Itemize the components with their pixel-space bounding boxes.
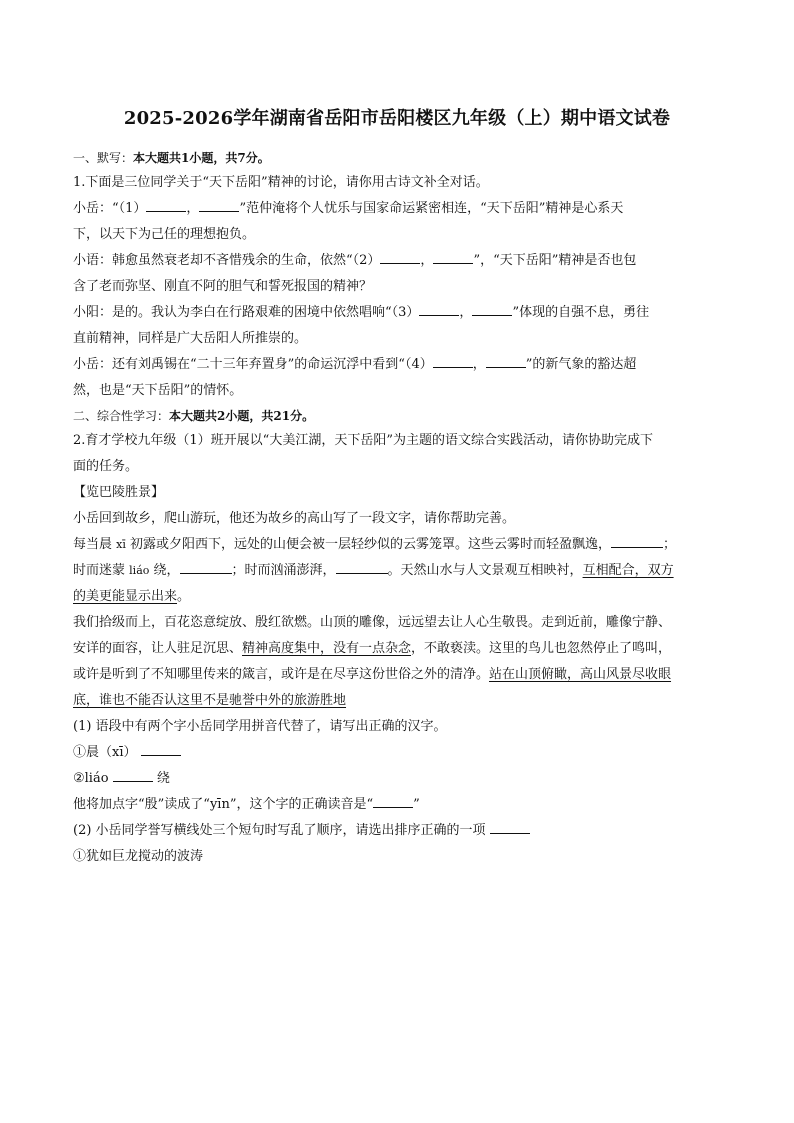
section-1-prefix: 一、默写： — [73, 151, 134, 165]
answer-blank-2b[interactable] — [433, 249, 473, 264]
answer-blank-sentence-3[interactable] — [336, 559, 388, 574]
passage-text: ，不敢亵渎。这里的鸟儿也忽然停止了鸣叫， — [411, 641, 672, 656]
dialogue-line-3-cont: 直前精神，同样是广大岳阳人所推崇的。 — [73, 331, 308, 346]
sub-question-1-b — [73, 766, 725, 792]
underlined-phrase: 精神高度集中，没有一点杂念 — [242, 641, 412, 656]
dialogue-text: 小岳：还有刘禹锡在“二十三年弃置身”的命运沉浮中看到“（4） — [73, 357, 433, 372]
underlined-phrase: 的美更能显示出来 — [73, 589, 178, 604]
answer-blank-4a[interactable] — [433, 353, 473, 368]
item-text: 他将加点字“殷”读成了“yīn”，这个字的正确读音是“ — [73, 797, 374, 812]
answer-blank-3b[interactable] — [472, 301, 512, 316]
dialogue-line-2-cont: 含了老而弥坚、刚直不阿的胆气和誓死报国的精神？ — [73, 279, 373, 294]
dialogue-line-4-cont: 然，也是“天下岳阳”的情怀。 — [73, 383, 243, 398]
exam-title: 2025-2026学年湖南省岳阳市岳阳楼区九年级（上）期中语文试卷 — [123, 108, 671, 129]
sub-question-1-a — [73, 740, 725, 766]
passage-line-6 — [73, 662, 725, 688]
answer-blank-sentence-2[interactable] — [180, 559, 232, 574]
dialogue-text: ”的新气象的豁达超 — [525, 357, 637, 372]
answer-blank-liao[interactable] — [113, 767, 153, 782]
passage-text: 安详的面容，让人驻足沉思、 — [73, 641, 243, 656]
answer-blank-order[interactable] — [490, 819, 530, 834]
answer-blank-pronunciation[interactable] — [373, 793, 413, 808]
item-text: 绕 — [156, 771, 170, 786]
section-2-prefix: 二、综合性学习： — [73, 409, 170, 423]
underlined-phrase: 站在山顶俯瞰，高山风景尽收眼 — [489, 667, 672, 682]
section-1-info: 本大题共1小题，共7分。 — [133, 151, 270, 165]
section-2-info: 本大题共2小题，共21分。 — [169, 409, 315, 423]
passage-text: ；时而汹涌澎湃， — [231, 563, 336, 578]
section-2-heading — [73, 404, 725, 428]
sub-question-1-c — [73, 792, 725, 818]
dialogue-text: ”体现的自强不息，勇往 — [512, 305, 650, 320]
item-text: ” — [413, 797, 420, 812]
option-1: ①犹如巨龙搅动的波涛 — [73, 849, 204, 864]
dialogue-line-1-cont: 下，以天下为己任的理想抱负。 — [73, 227, 256, 242]
question-1-stem: 1.下面是三位同学关于“天下岳阳”精神的讨论，请你用古诗文补全对话。 — [73, 175, 489, 190]
pinyin: xī — [116, 538, 126, 551]
dialogue-line-4 — [73, 352, 725, 378]
question-2-stem: 2.育才学校九年级（1）班开展以“大美江湖，天下岳阳”为主题的语文综合实践活动，请你协助完成下 — [73, 433, 653, 448]
item-text: ②liáo — [73, 771, 109, 786]
underlined-phrase: 互相配合，双方 — [582, 563, 674, 578]
pinyin: liáo — [129, 564, 150, 577]
answer-blank-sentence-1[interactable] — [611, 533, 663, 548]
passage-text: ； — [663, 537, 677, 552]
separator: ， — [459, 305, 473, 320]
passage-text: 时而迷蒙 — [73, 563, 126, 578]
answer-blank-4b[interactable] — [486, 353, 526, 368]
separator: ， — [472, 357, 486, 372]
separator: ， — [186, 201, 200, 216]
passage-text: 或许是听到了不知哪里传来的箴言，或许是在尽享这份世俗之外的清净。 — [73, 667, 490, 682]
sub-question-1: (1) 语段中有两个字小岳同学用拼音代替了，请写出正确的汉字。 — [73, 719, 447, 734]
answer-blank-3a[interactable] — [419, 301, 459, 316]
section-1-heading — [73, 146, 725, 170]
subheading: 【览巴陵胜景】 — [73, 485, 165, 500]
answer-blank-1a[interactable] — [146, 197, 186, 212]
underlined-phrase: 底，谁也不能否认这里不是驰誉中外的旅游胜地 — [73, 693, 347, 708]
passage-intro: 小岳回到故乡，爬山游玩，他还为故乡的高山写了一段文字，请你帮助完善。 — [73, 511, 516, 526]
dialogue-text: 小语：韩愈虽然衰老却不吝惜残余的生命，依然“（2） — [73, 253, 381, 268]
dialogue-line-2 — [73, 248, 725, 274]
passage-text: 每当晨 — [73, 537, 113, 552]
dialogue-text: 小阳：是的。我认为李白在行路艰难的困境中依然唱响“（3） — [73, 305, 420, 320]
passage-text: 初露或夕阳西下，远处的山便会被一层轻纱似的云雾笼罩。这些云雾时而轻盈飘逸， — [130, 537, 612, 552]
answer-blank-1b[interactable] — [199, 197, 239, 212]
item-text: (2) 小岳同学誉写横线处三个短句时写乱了顺序，请选出排序正确的一项 — [73, 823, 486, 838]
answer-blank-xi[interactable] — [141, 741, 181, 756]
passage-line-1 — [73, 532, 725, 558]
passage-text: 。天然山水与人文景观互相映衬， — [387, 563, 583, 578]
dialogue-text: ”范仲淹将个人忧乐与国家命运紧密相连，“天下岳阳”精神是心系天 — [239, 201, 624, 216]
separator: ， — [420, 253, 434, 268]
dialogue-line-1 — [73, 196, 725, 222]
question-2-stem-cont: 面的任务。 — [73, 459, 139, 474]
answer-blank-2a[interactable] — [380, 249, 420, 264]
passage-text: 。 — [177, 589, 191, 604]
passage-line-5 — [73, 636, 725, 662]
passage-text: 绕， — [153, 563, 180, 578]
passage-line-3 — [73, 584, 725, 610]
dialogue-line-3 — [73, 300, 725, 326]
passage-line-2 — [73, 558, 725, 584]
exam-content — [73, 146, 725, 870]
passage-line-7 — [73, 688, 725, 714]
dialogue-text: ”，“天下岳阳”精神是否也包 — [473, 253, 637, 268]
item-text: ①晨（xī） — [73, 745, 137, 760]
passage-line-4: 我们拾级而上，百花恣意绽放、殷红欲燃。山顶的雕像，远远望去让人心生敬畏。走到近前，雕像宁静、 — [73, 615, 672, 630]
sub-question-2 — [73, 818, 725, 844]
dialogue-text: 小岳：“（1） — [73, 201, 147, 216]
